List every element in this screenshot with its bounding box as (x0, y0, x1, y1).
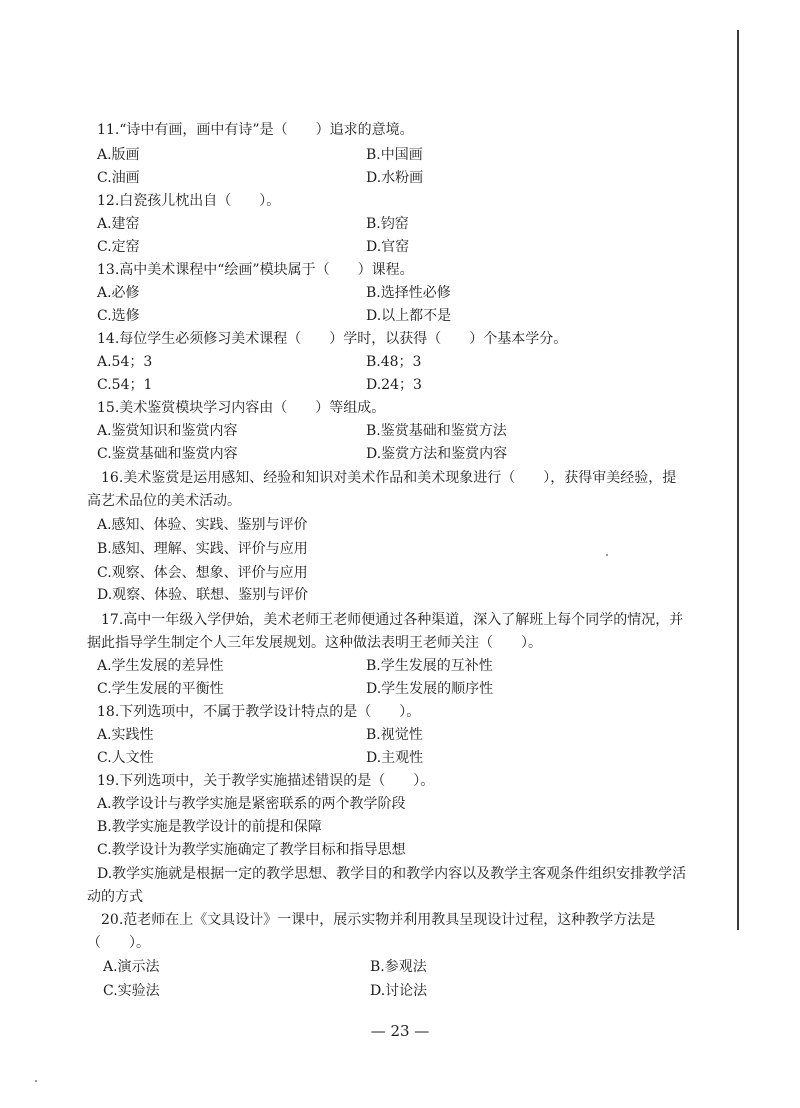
question-15-option-a: A.鉴赏知识和鉴赏内容 (97, 423, 238, 439)
question-14-option-a: A.54；3 (97, 354, 153, 370)
question-19-option-b: B.教学实施是教学设计的前提和保障 (97, 819, 322, 835)
question-11-option-b: B.中国画 (366, 147, 423, 163)
question-20-stem: 20.范老师在上《文具设计》一课中，展示实物并利用教具呈现设计过程，这种教学方法是（ ）。 (87, 912, 656, 951)
question-20-option-a: A.演示法 (103, 959, 160, 975)
question-13-stem: 13.高中美术课程中“绘画”模块属于（ ）课程。 (97, 262, 414, 278)
question-17-option-b: B.学生发展的互补性 (366, 658, 493, 674)
question-14-option-c: C.54；1 (97, 377, 153, 393)
scan-speck (35, 1080, 37, 1082)
page-number: — 23 — (370, 1022, 430, 1040)
question-14-option-b: B.48；3 (366, 354, 422, 370)
question-12-option-c: C.定窑 (97, 239, 140, 255)
question-17-stem: 17.高中一年级入学伊始，美术老师王老师便通过各种渠道，深入了解班上每个同学的情况，并据此指导学生制定个人三年发展规划。这种做法表明王老师关注（ ）。 (87, 612, 684, 651)
question-18-option-d: D.主观性 (366, 750, 424, 766)
question-15-option-c: C.鉴赏基础和鉴赏内容 (97, 446, 238, 462)
question-11-option-c: C.油画 (97, 170, 140, 186)
question-12-option-a: A.建窑 (97, 216, 140, 232)
question-20-option-c: C.实验法 (103, 983, 160, 999)
question-18-stem: 18.下列选项中，不属于教学设计特点的是（ ）。 (97, 704, 421, 720)
question-18-option-a: A.实践性 (97, 727, 154, 743)
question-19-option-a: A.教学设计与教学实施是紧密联系的两个教学阶段 (97, 796, 406, 812)
question-13-option-a: A.必修 (97, 285, 140, 301)
question-20-option-b: B.参观法 (370, 959, 427, 975)
question-16-option-c: C.观察、体会、想象、评价与应用 (97, 565, 308, 581)
question-19-stem: 19.下列选项中，关于教学实施描述错误的是（ ）。 (97, 773, 435, 789)
question-14-option-d: D.24；3 (366, 377, 422, 393)
question-15-option-b: B.鉴赏基础和鉴赏方法 (366, 423, 507, 439)
question-16-stem: 16.美术鉴赏是运用感知、经验和知识对美术作品和美术现象进行（ ），获得审美经验，提高艺术品位的美术活动。 (87, 470, 677, 509)
question-19-option-d: D.教学实施就是根据一定的教学思想、教学目的和教学内容以及教学主客观条件组织安排教学活动的方式 (87, 866, 687, 905)
scan-edge-line (737, 30, 739, 930)
question-17-option-c: C.学生发展的平衡性 (97, 681, 224, 697)
question-14-stem: 14.每位学生必须修习美术课程（ ）学时，以获得（ ）个基本学分。 (97, 331, 568, 347)
question-16-option-a: A.感知、体验、实践、鉴别与评价 (97, 517, 308, 533)
scan-speck (606, 554, 608, 556)
question-11-option-d: D.水粉画 (366, 170, 424, 186)
question-20-option-d: D.讨论法 (370, 983, 428, 999)
question-15-option-d: D.鉴赏方法和鉴赏内容 (366, 446, 508, 462)
question-11-option-a: A.版画 (97, 147, 140, 163)
question-18-option-b: B.视觉性 (366, 727, 423, 743)
question-17-option-d: D.学生发展的顺序性 (366, 681, 494, 697)
question-15-stem: 15.美术鉴赏模块学习内容由（ ）等组成。 (97, 400, 386, 416)
question-17-option-a: A.学生发展的差异性 (97, 658, 224, 674)
question-13-option-b: B.选择性必修 (366, 285, 451, 301)
question-16-option-d: D.观察、体验、联想、鉴别与评价 (97, 587, 309, 603)
question-11-stem: 11.“诗中有画，画中有诗”是（ ）追求的意境。 (97, 122, 414, 138)
question-12-option-d: D.官窑 (366, 239, 410, 255)
question-13-option-c: C.选修 (97, 308, 140, 324)
question-19-option-c: C.教学设计为教学实施确定了教学目标和指导思想 (97, 842, 406, 858)
question-12-stem: 12.白瓷孩儿枕出自（ ）。 (97, 193, 281, 209)
question-13-option-d: D.以上都不是 (366, 308, 452, 324)
question-12-option-b: B.钧窑 (366, 216, 409, 232)
question-16-option-b: B.感知、理解、实践、评价与应用 (97, 541, 308, 557)
question-18-option-c: C.人文性 (97, 750, 154, 766)
